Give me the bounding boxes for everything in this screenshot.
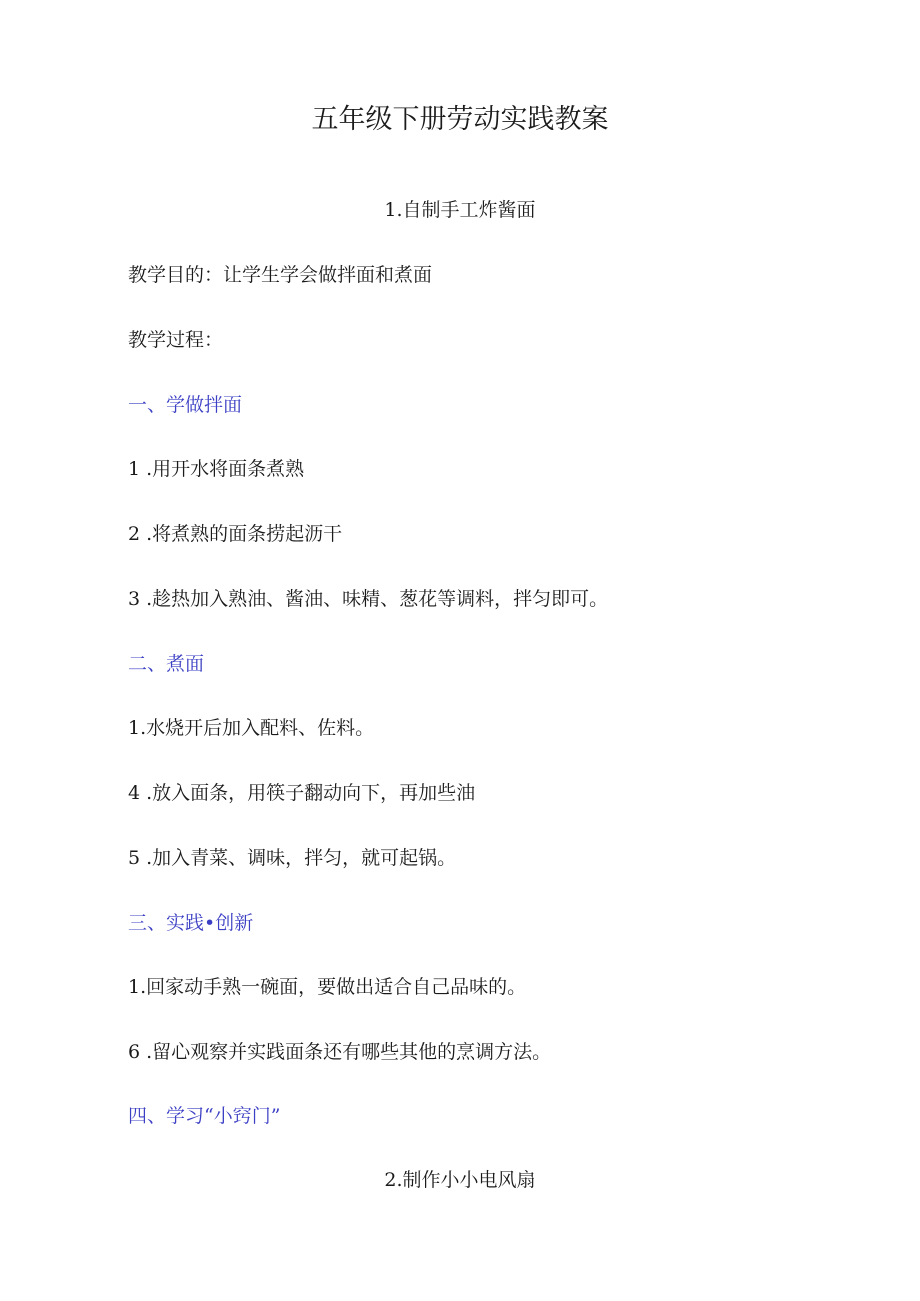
section-heading-mixed-noodles: 一、学做拌面 xyxy=(128,394,243,416)
section-heading-boiled-noodles: 二、煮面 xyxy=(128,653,205,675)
list-item: 6 .留心观察并实践面条还有哪些其他的烹调方法。 xyxy=(128,1041,552,1063)
list-item: 5 .加入青菜、调味，拌匀，就可起锅。 xyxy=(128,847,457,869)
list-item: 1.回家动手熟一碗面，要做出适合自己品味的。 xyxy=(128,976,527,998)
list-item: 4 .放入面条，用筷子翻动向下，再加些油 xyxy=(128,782,476,804)
list-item: 1.水烧开后加入配料、佐料。 xyxy=(128,717,375,739)
document-title: 五年级下册劳动实践教案 xyxy=(311,104,609,135)
section-heading-practice-innovation: 三、实践•创新 xyxy=(128,912,254,934)
list-item: 2 .将煮熟的面条捞起沥干 xyxy=(128,523,343,545)
lesson-2-title: 2.制作小小电风扇 xyxy=(384,1169,536,1191)
teaching-process-label: 教学过程： xyxy=(128,329,224,351)
section-heading-tips: 四、学习“小窍门” xyxy=(128,1105,281,1127)
teaching-objective: 教学目的：让学生学会做拌面和煮面 xyxy=(128,264,433,286)
lesson-1-title: 1.自制手工炸酱面 xyxy=(384,199,536,221)
list-item: 1 .用开水将面条煮熟 xyxy=(128,458,305,480)
list-item: 3 .趁热加入熟油、酱油、味精、葱花等调料，拌匀即可。 xyxy=(128,588,609,610)
